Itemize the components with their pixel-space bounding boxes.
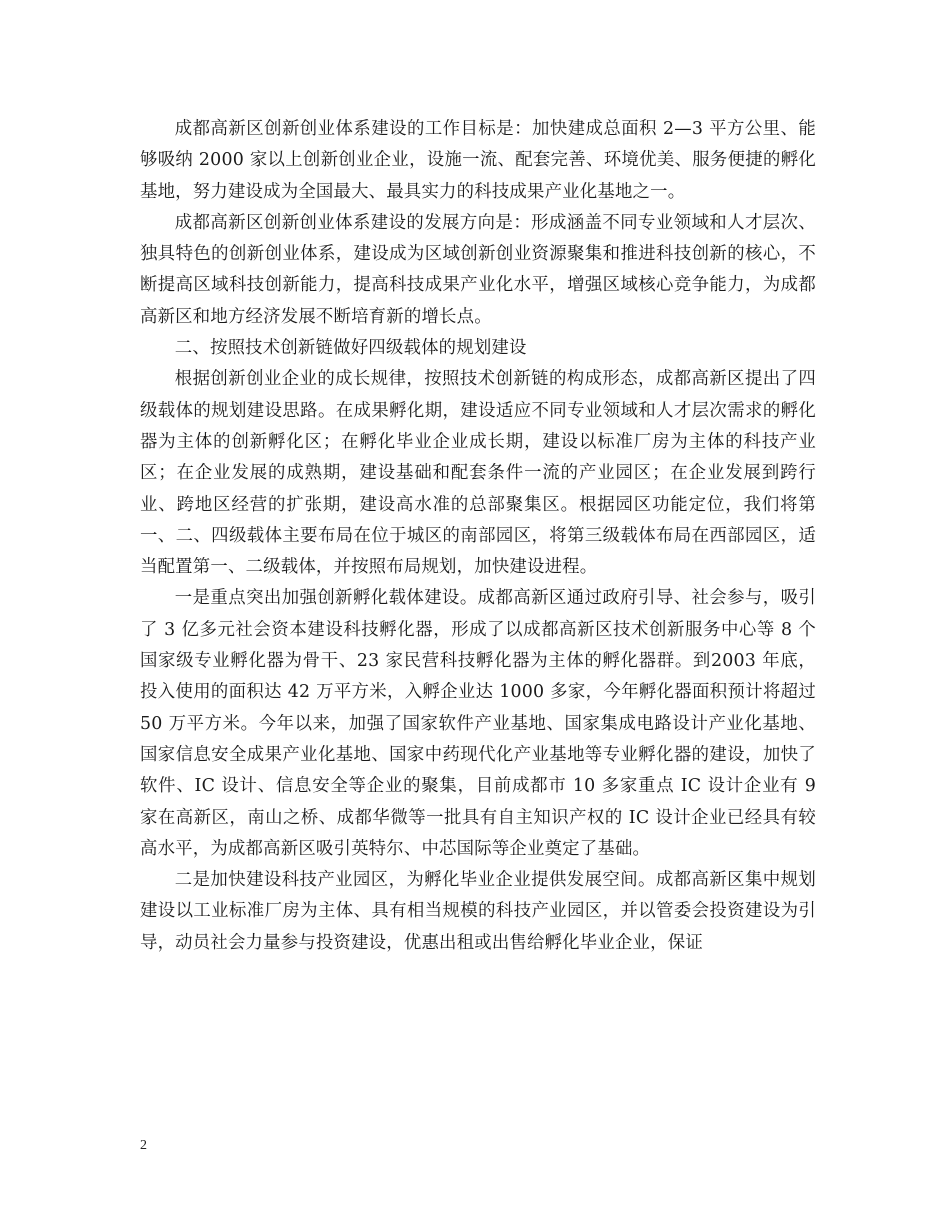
document-body [140,114,816,959]
paragraph-industrial-parks: 二是加快建设科技产业园区，为孵化毕业企业提供发展空间。成都高新区集中规划建设以工业标准厂房为主体、具有相当规模的科技产业园区，并以管委会投资建设为引导，动员社会力量参与投资建设，优惠出租或出售给孵化毕业企业，保证 [140,870,816,953]
section-heading: 二、按照技术创新链做好四级载体的规划建设 [174,338,527,359]
paragraph-four-level-carriers: 根据创新创业企业的成长规律，按照技术创新链的构成形态，成都高新区提出了四级载体的规划建设思路。在成果孵化期，建设适应不同专业领域和人才层次需求的孵化器为主体的创新孵化区；在孵化毕业企业成长期，建设以标准厂房为主体的科技产业区；在企业发展的成熟期，建设基础和配套条件一流的产业园区；在企业发展到跨行业、跨地区经营的扩张期，建设高水准的总部聚集区。根据园区功能定位，我们将第一、二、四级载体主要布局在位于城区的南部园区，将第三级载体布局在西部园区，适当配置第一、二级载体，并按照布局规划，加快建设进程。 [140,369,816,578]
paragraph-development-direction: 成都高新区创新创业体系建设的发展方向是：形成涵盖不同专业领域和人才层次、独具特色的创新创业体系，建设成为区域创新创业资源聚集和推进科技创新的核心，不断提高区域科技创新能力，提高科技成果产业化水平，增强区域核心竞争能力，为成都高新区和地方经济发展不断培育新的增长点。 [140,212,816,327]
paragraph-incubation-carriers: 一是重点突出加强创新孵化载体建设。成都高新区通过政府引导、社会参与，吸引了 3 亿多元社会资本建设科技孵化器，形成了以成都高新区技术创新服务中心等 8 个国家级专业孵化器为骨干、23 家民营科技孵化器为主体的孵化器群。到2003 年底，投入使用的面积达 42 万平方米，入孵企业达 1000 多家，今年孵化器面积预计将超过 50 万平方米。今年以来，加强了国家软件产业基地、国家集成电路设计产业化基地、国家信息安全成果产业化基地、国家中药现代化产业基地等专业孵化器的建设，加快了软件、IC 设计、信息安全等企业的聚集，目前成都市 10 多家重点 IC 设计企业有 9 家在高新区，南山之桥、成都华微等一批具有自主知识产权的 IC 设计企业已经具有较高水平，为成都高新区吸引英特尔、中芯国际等企业奠定了基础。 [140,588,816,859]
paragraph-work-goal: 成都高新区创新创业体系建设的工作目标是：加快建成总面积 2—3 平方公里、能够吸纳 2000 家以上创新创业企业，设施一流、配套完善、环境优美、服务便捷的孵化基地，努力建设成为全国最大、最具实力的科技成果产业化基地之一。 [140,119,816,202]
page-number: 2 [140,1138,147,1153]
